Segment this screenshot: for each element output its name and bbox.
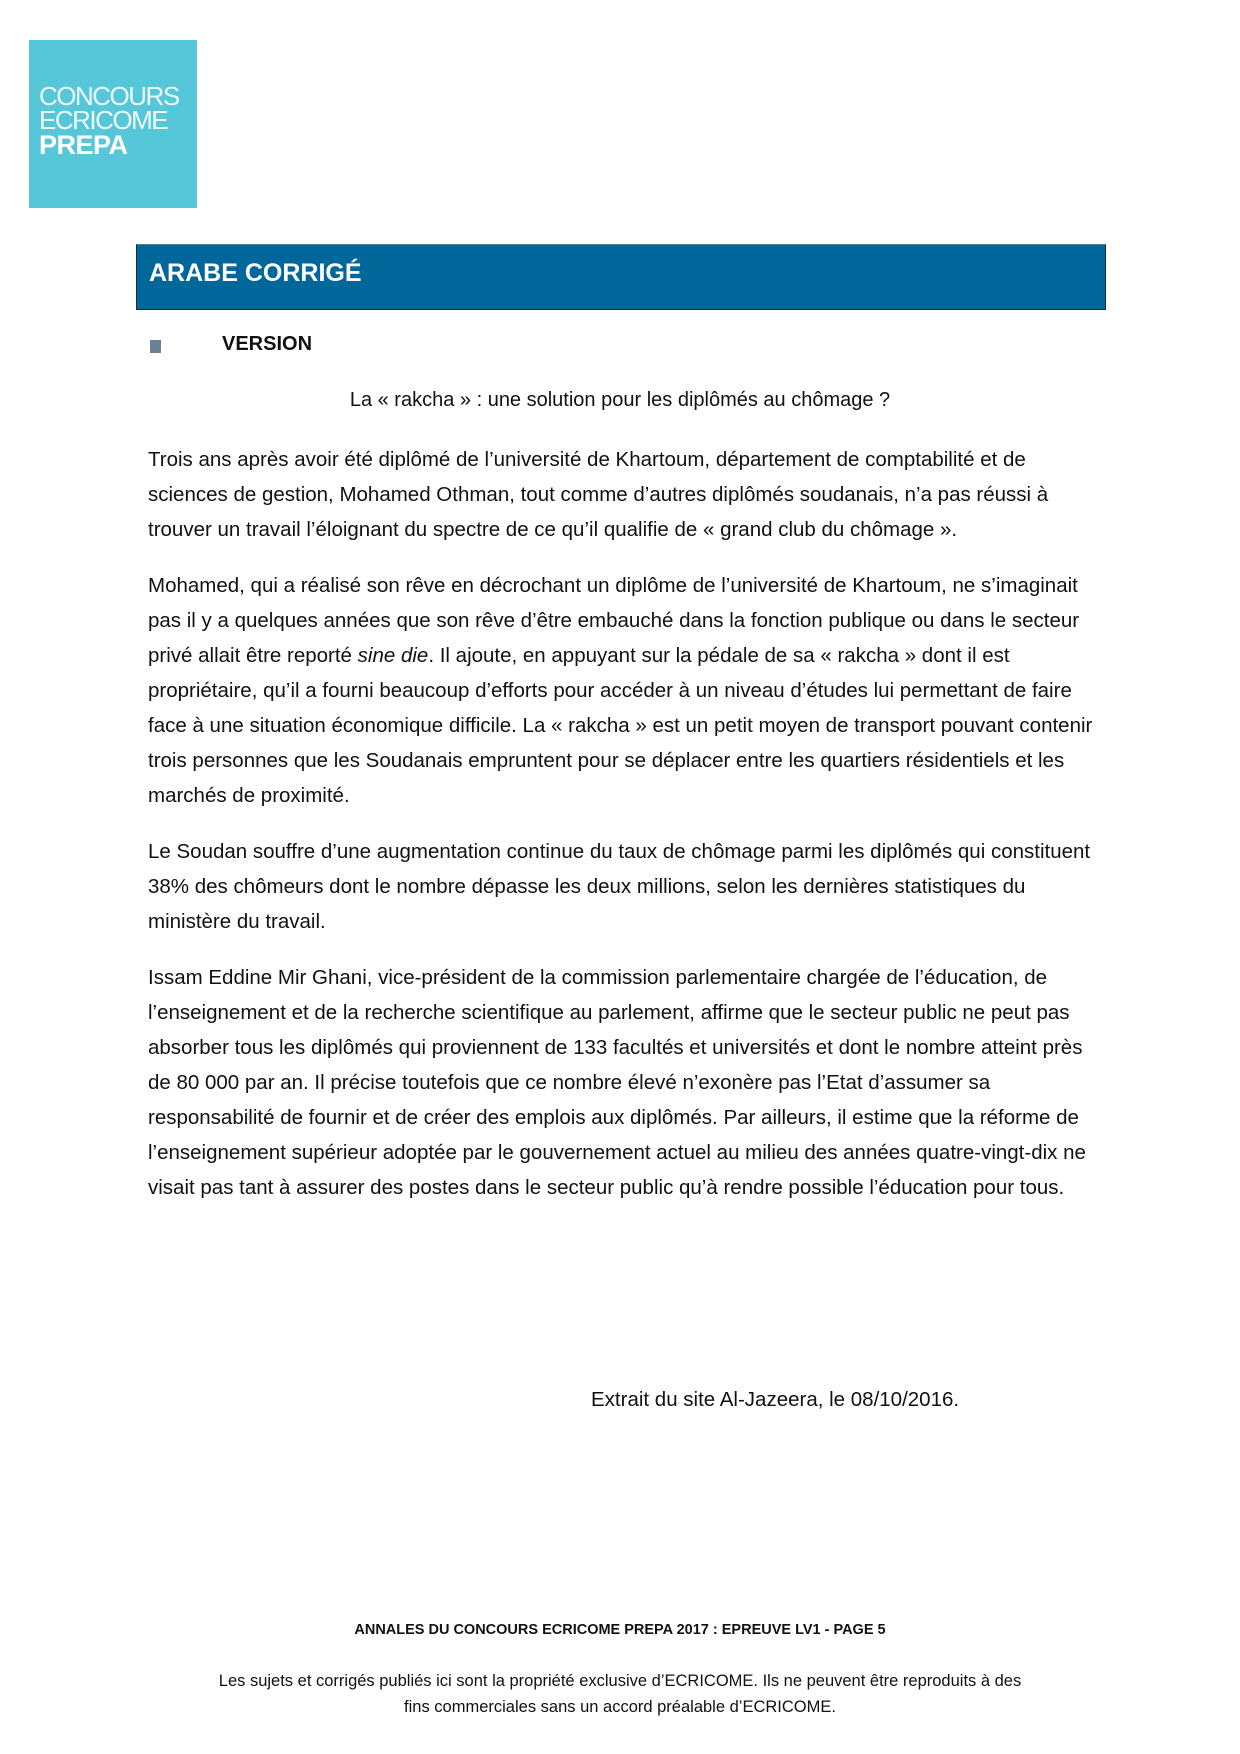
banner-title: ARABE CORRIGÉ — [149, 259, 362, 287]
document-body — [148, 442, 1098, 1226]
paragraph: Trois ans après avoir été diplômé de l’université de Khartoum, département de comptabilité et de sciences de gestion, Mohamed Othman, tout comme d’autres diplômés soudanais, n’a pas réussi à trouver un travail l’éloignant du spectre de ce qu’il qualifie de « grand club du chômage ». — [148, 448, 1049, 541]
ecricome-logo — [29, 40, 197, 208]
logo-line-concours: CONCOURS — [39, 81, 179, 111]
footer-title: ANNALES DU CONCOURS ECRICOME PREPA 2017 : EPREUVE LV1 - PAGE 5 — [354, 1622, 886, 1638]
logo-line-ecricome: ECRICOME — [39, 105, 168, 135]
document-title: La « rakcha » : une solution pour les diplômés au chômage ? — [349, 389, 891, 411]
italic-phrase: sine die — [357, 644, 429, 667]
paragraph: Le Soudan souffre d’une augmentation continue du taux de chômage parmi les diplômés qui constituent 38% des chômeurs dont le nombre dépasse les deux millions, selon les dernières statistiques du ministère du travail. — [148, 840, 1091, 933]
section-banner — [136, 244, 1106, 310]
source-citation: Extrait du site Al-Jazeera, le 08/10/2016. — [591, 1388, 960, 1411]
footer-copyright-note: Les sujets et corrigés publiés ici sont la propriété exclusive d’ECRICOME. Ils ne peuvent être reproduits à des fins commerciales sans un accord préalable d’ECRICOME. — [218, 1672, 1022, 1716]
section-label: VERSION — [222, 333, 313, 355]
paragraph: Issam Eddine Mir Ghani, vice-président de la commission parlementaire chargée de l’éducation, de l’enseignement et de la recherche scientifique au parlement, affirme que le secteur public ne peut pas absorber tous les diplômés qui proviennent de 133 facultés et universités et dont le nombre atteint près de 80 000 par an. Il précise toutefois que ce nombre élevé n’exonère pas l’Etat d’assumer sa responsabilité de fournir et de créer des emplois aux diplômés. Par ailleurs, il estime que la réforme de l’enseignement supérieur adoptée par le gouvernement actuel au milieu des années quatre-vingt-dix ne visait pas tant à assurer des postes dans le secteur public qu’à rendre possible l’éducation pour tous. — [148, 966, 1086, 1199]
logo-line-prepa: PREPA — [39, 130, 128, 160]
square-bullet-icon — [150, 340, 161, 353]
paragraph: Mohamed, qui a réalisé son rêve en décrochant un diplôme de l’université de Khartoum, ne s’imaginait pas il y a quelques années que son rêve d’être embauché dans la fonction publique ou dans le secteur privé allait être reporté sine die. Il ajoute, en appuyant sur la pédale de sa « rakcha » dont il est propriétaire, qu’il a fourni beaucoup d’efforts pour accéder à un niveau d’études lui permettant de faire face à une situation économique difficile. La « rakcha » est un petit moyen de transport pouvant contenir trois personnes que les Soudanais empruntent pour se déplacer entre les quartiers résidentiels et les marchés de proximité. — [148, 574, 1093, 807]
